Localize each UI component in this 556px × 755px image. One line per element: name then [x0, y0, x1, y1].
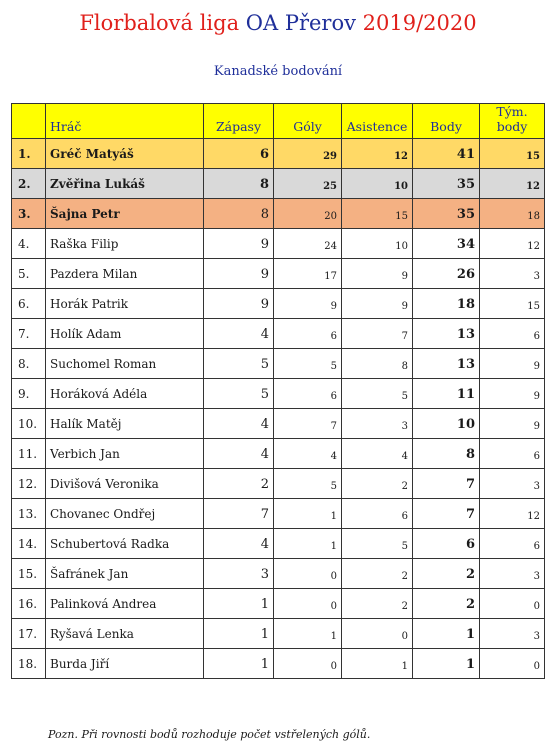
- table-row: [12, 649, 545, 679]
- cell-team-points: 12: [480, 499, 545, 529]
- cell-rank: 16.: [12, 589, 46, 619]
- cell-assists: 9: [342, 289, 413, 319]
- cell-player: Pazdera Milan: [46, 259, 204, 289]
- cell-team-points: 3: [480, 259, 545, 289]
- cell-assists: 3: [342, 409, 413, 439]
- cell-matches: 8: [204, 169, 274, 199]
- cell-team-points: 12: [480, 169, 545, 199]
- cell-points: 13: [413, 319, 480, 349]
- cell-goals: 6: [274, 319, 342, 349]
- cell-matches: 9: [204, 259, 274, 289]
- header-rank: [12, 104, 46, 139]
- cell-goals: 5: [274, 349, 342, 379]
- cell-goals: 0: [274, 649, 342, 679]
- title-school: OA Přerov: [245, 11, 356, 35]
- cell-player: Gréč Matyáš: [46, 139, 204, 169]
- cell-player: Verbich Jan: [46, 439, 204, 469]
- cell-team-points: 15: [480, 289, 545, 319]
- cell-assists: 10: [342, 229, 413, 259]
- cell-matches: 1: [204, 589, 274, 619]
- cell-goals: 24: [274, 229, 342, 259]
- cell-player: Divišová Veronika: [46, 469, 204, 499]
- footnote: Pozn. Při rovnosti bodů rozhoduje počet vstřelených gólů.: [48, 728, 371, 741]
- cell-matches: 4: [204, 409, 274, 439]
- cell-assists: 5: [342, 529, 413, 559]
- cell-goals: 17: [274, 259, 342, 289]
- cell-team-points: 15: [480, 139, 545, 169]
- cell-assists: 9: [342, 259, 413, 289]
- cell-team-points: 6: [480, 439, 545, 469]
- cell-points: 8: [413, 439, 480, 469]
- page-subtitle: Kanadské bodování: [213, 64, 343, 79]
- header-assists: Asistence: [342, 104, 413, 139]
- scoring-table: [11, 103, 545, 679]
- cell-points: 2: [413, 589, 480, 619]
- cell-player: Halík Matěj: [46, 409, 204, 439]
- cell-goals: 6: [274, 379, 342, 409]
- cell-points: 41: [413, 139, 480, 169]
- cell-assists: 12: [342, 139, 413, 169]
- cell-player: Horáková Adéla: [46, 379, 204, 409]
- table-row: [12, 619, 545, 649]
- cell-rank: 5.: [12, 259, 46, 289]
- cell-assists: 2: [342, 589, 413, 619]
- cell-points: 13: [413, 349, 480, 379]
- cell-matches: 8: [204, 199, 274, 229]
- cell-rank: 1.: [12, 139, 46, 169]
- cell-team-points: 0: [480, 589, 545, 619]
- cell-points: 34: [413, 229, 480, 259]
- cell-points: 11: [413, 379, 480, 409]
- cell-points: 18: [413, 289, 480, 319]
- cell-player: Raška Filip: [46, 229, 204, 259]
- cell-assists: 5: [342, 379, 413, 409]
- table-row: [12, 199, 545, 229]
- cell-player: Schubertová Radka: [46, 529, 204, 559]
- cell-player: Šafránek Jan: [46, 559, 204, 589]
- cell-rank: 10.: [12, 409, 46, 439]
- cell-matches: 4: [204, 529, 274, 559]
- cell-goals: 9: [274, 289, 342, 319]
- cell-goals: 1: [274, 529, 342, 559]
- cell-goals: 1: [274, 499, 342, 529]
- cell-points: 1: [413, 619, 480, 649]
- cell-team-points: 12: [480, 229, 545, 259]
- title-season: 2019/2020: [355, 11, 477, 35]
- header-points: Body: [413, 104, 480, 139]
- cell-rank: 9.: [12, 379, 46, 409]
- cell-matches: 5: [204, 349, 274, 379]
- cell-assists: 7: [342, 319, 413, 349]
- cell-rank: 8.: [12, 349, 46, 379]
- cell-matches: 3: [204, 559, 274, 589]
- table-row: [12, 259, 545, 289]
- page-title: [0, 8, 556, 38]
- table-row: [12, 529, 545, 559]
- table-row: [12, 229, 545, 259]
- cell-rank: 17.: [12, 619, 46, 649]
- table-row: [12, 499, 545, 529]
- cell-team-points: 18: [480, 199, 545, 229]
- cell-rank: 6.: [12, 289, 46, 319]
- cell-assists: 8: [342, 349, 413, 379]
- table-header-row: [12, 104, 545, 139]
- cell-player: Holík Adam: [46, 319, 204, 349]
- cell-player: Burda Jiří: [46, 649, 204, 679]
- cell-points: 2: [413, 559, 480, 589]
- table-row: [12, 469, 545, 499]
- cell-matches: 4: [204, 319, 274, 349]
- cell-matches: 6: [204, 139, 274, 169]
- cell-rank: 4.: [12, 229, 46, 259]
- cell-assists: 2: [342, 469, 413, 499]
- cell-rank: 13.: [12, 499, 46, 529]
- cell-assists: 2: [342, 559, 413, 589]
- title-league: Florbalová liga: [79, 11, 246, 35]
- table-row: [12, 349, 545, 379]
- cell-matches: 2: [204, 469, 274, 499]
- cell-player: Ryšavá Lenka: [46, 619, 204, 649]
- cell-team-points: 3: [480, 469, 545, 499]
- cell-points: 7: [413, 499, 480, 529]
- cell-player: Chovanec Ondřej: [46, 499, 204, 529]
- cell-matches: 9: [204, 289, 274, 319]
- table-row: [12, 559, 545, 589]
- cell-goals: 29: [274, 139, 342, 169]
- cell-rank: 14.: [12, 529, 46, 559]
- table-row: [12, 289, 545, 319]
- cell-goals: 7: [274, 409, 342, 439]
- cell-team-points: 6: [480, 529, 545, 559]
- cell-player: Palinková Andrea: [46, 589, 204, 619]
- table-row: [12, 379, 545, 409]
- cell-rank: 7.: [12, 319, 46, 349]
- cell-assists: 4: [342, 439, 413, 469]
- cell-points: 35: [413, 199, 480, 229]
- cell-team-points: 3: [480, 619, 545, 649]
- cell-player: Zvěřina Lukáš: [46, 169, 204, 199]
- cell-assists: 10: [342, 169, 413, 199]
- cell-assists: 1: [342, 649, 413, 679]
- cell-points: 26: [413, 259, 480, 289]
- table-row: [12, 439, 545, 469]
- cell-team-points: 0: [480, 649, 545, 679]
- cell-goals: 25: [274, 169, 342, 199]
- cell-assists: 6: [342, 499, 413, 529]
- cell-goals: 0: [274, 589, 342, 619]
- header-matches: Zápasy: [204, 104, 274, 139]
- cell-team-points: 9: [480, 409, 545, 439]
- cell-assists: 15: [342, 199, 413, 229]
- cell-matches: 1: [204, 619, 274, 649]
- cell-points: 10: [413, 409, 480, 439]
- cell-player: Horák Patrik: [46, 289, 204, 319]
- cell-rank: 15.: [12, 559, 46, 589]
- cell-matches: 9: [204, 229, 274, 259]
- header-team-points: Tým. body: [480, 104, 545, 139]
- cell-goals: 4: [274, 439, 342, 469]
- cell-points: 6: [413, 529, 480, 559]
- cell-goals: 5: [274, 469, 342, 499]
- cell-matches: 4: [204, 439, 274, 469]
- table-row: [12, 319, 545, 349]
- cell-points: 35: [413, 169, 480, 199]
- header-player: Hráč: [46, 104, 204, 139]
- cell-matches: 5: [204, 379, 274, 409]
- cell-team-points: 9: [480, 349, 545, 379]
- cell-player: Šajna Petr: [46, 199, 204, 229]
- cell-rank: 11.: [12, 439, 46, 469]
- header-goals: Góly: [274, 104, 342, 139]
- cell-rank: 12.: [12, 469, 46, 499]
- cell-points: 1: [413, 649, 480, 679]
- table-row: [12, 409, 545, 439]
- table-row: [12, 169, 545, 199]
- cell-rank: 2.: [12, 169, 46, 199]
- cell-matches: 1: [204, 649, 274, 679]
- cell-goals: 0: [274, 559, 342, 589]
- cell-goals: 20: [274, 199, 342, 229]
- cell-player: Suchomel Roman: [46, 349, 204, 379]
- cell-team-points: 6: [480, 319, 545, 349]
- cell-assists: 0: [342, 619, 413, 649]
- cell-goals: 1: [274, 619, 342, 649]
- cell-matches: 7: [204, 499, 274, 529]
- cell-rank: 3.: [12, 199, 46, 229]
- cell-team-points: 9: [480, 379, 545, 409]
- table-row: [12, 139, 545, 169]
- cell-team-points: 3: [480, 559, 545, 589]
- cell-points: 7: [413, 469, 480, 499]
- cell-rank: 18.: [12, 649, 46, 679]
- table-row: [12, 589, 545, 619]
